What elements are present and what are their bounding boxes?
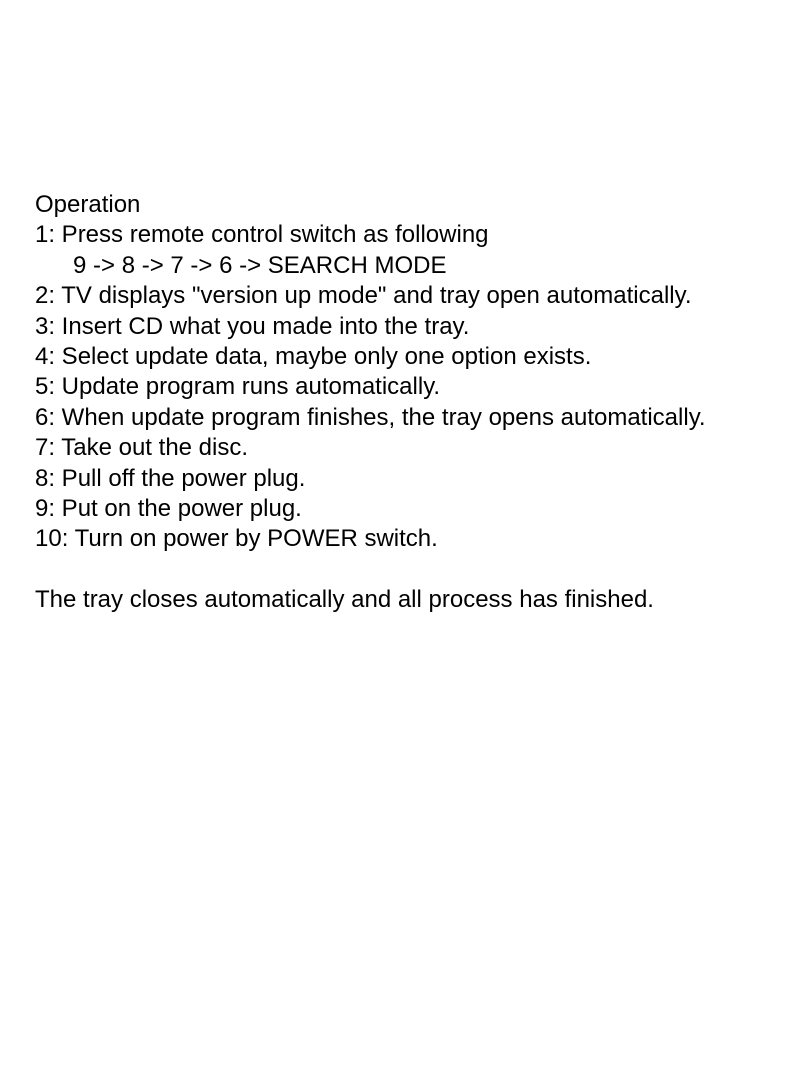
step-7: 7: Take out the disc. [35,434,249,462]
instruction-document [35,190,800,616]
step-4: 4: Select update data, maybe only one option exists. [35,343,592,371]
step-2: 2: TV displays "version up mode" and tray open automatically. [35,282,692,310]
step-8: 8: Pull off the power plug. [35,464,306,492]
step-9: 9: Put on the power plug. [35,495,302,523]
section-heading: Operation [35,191,141,218]
step-1: 1: Press remote control switch as following [35,221,489,249]
step-3: 3: Insert CD what you made into the tray. [35,312,470,340]
step-6: 6: When update program finishes, the tray opens automatically. [35,403,706,431]
conclusion-text: The tray closes automatically and all process has finished. [35,586,654,614]
paragraph-gap [35,555,800,585]
key-sequence: 9 -> 8 -> 7 -> 6 -> SEARCH MODE [73,251,447,279]
step-10: 10: Turn on power by POWER switch. [35,525,438,553]
step-5: 5: Update program runs automatically. [35,373,441,401]
